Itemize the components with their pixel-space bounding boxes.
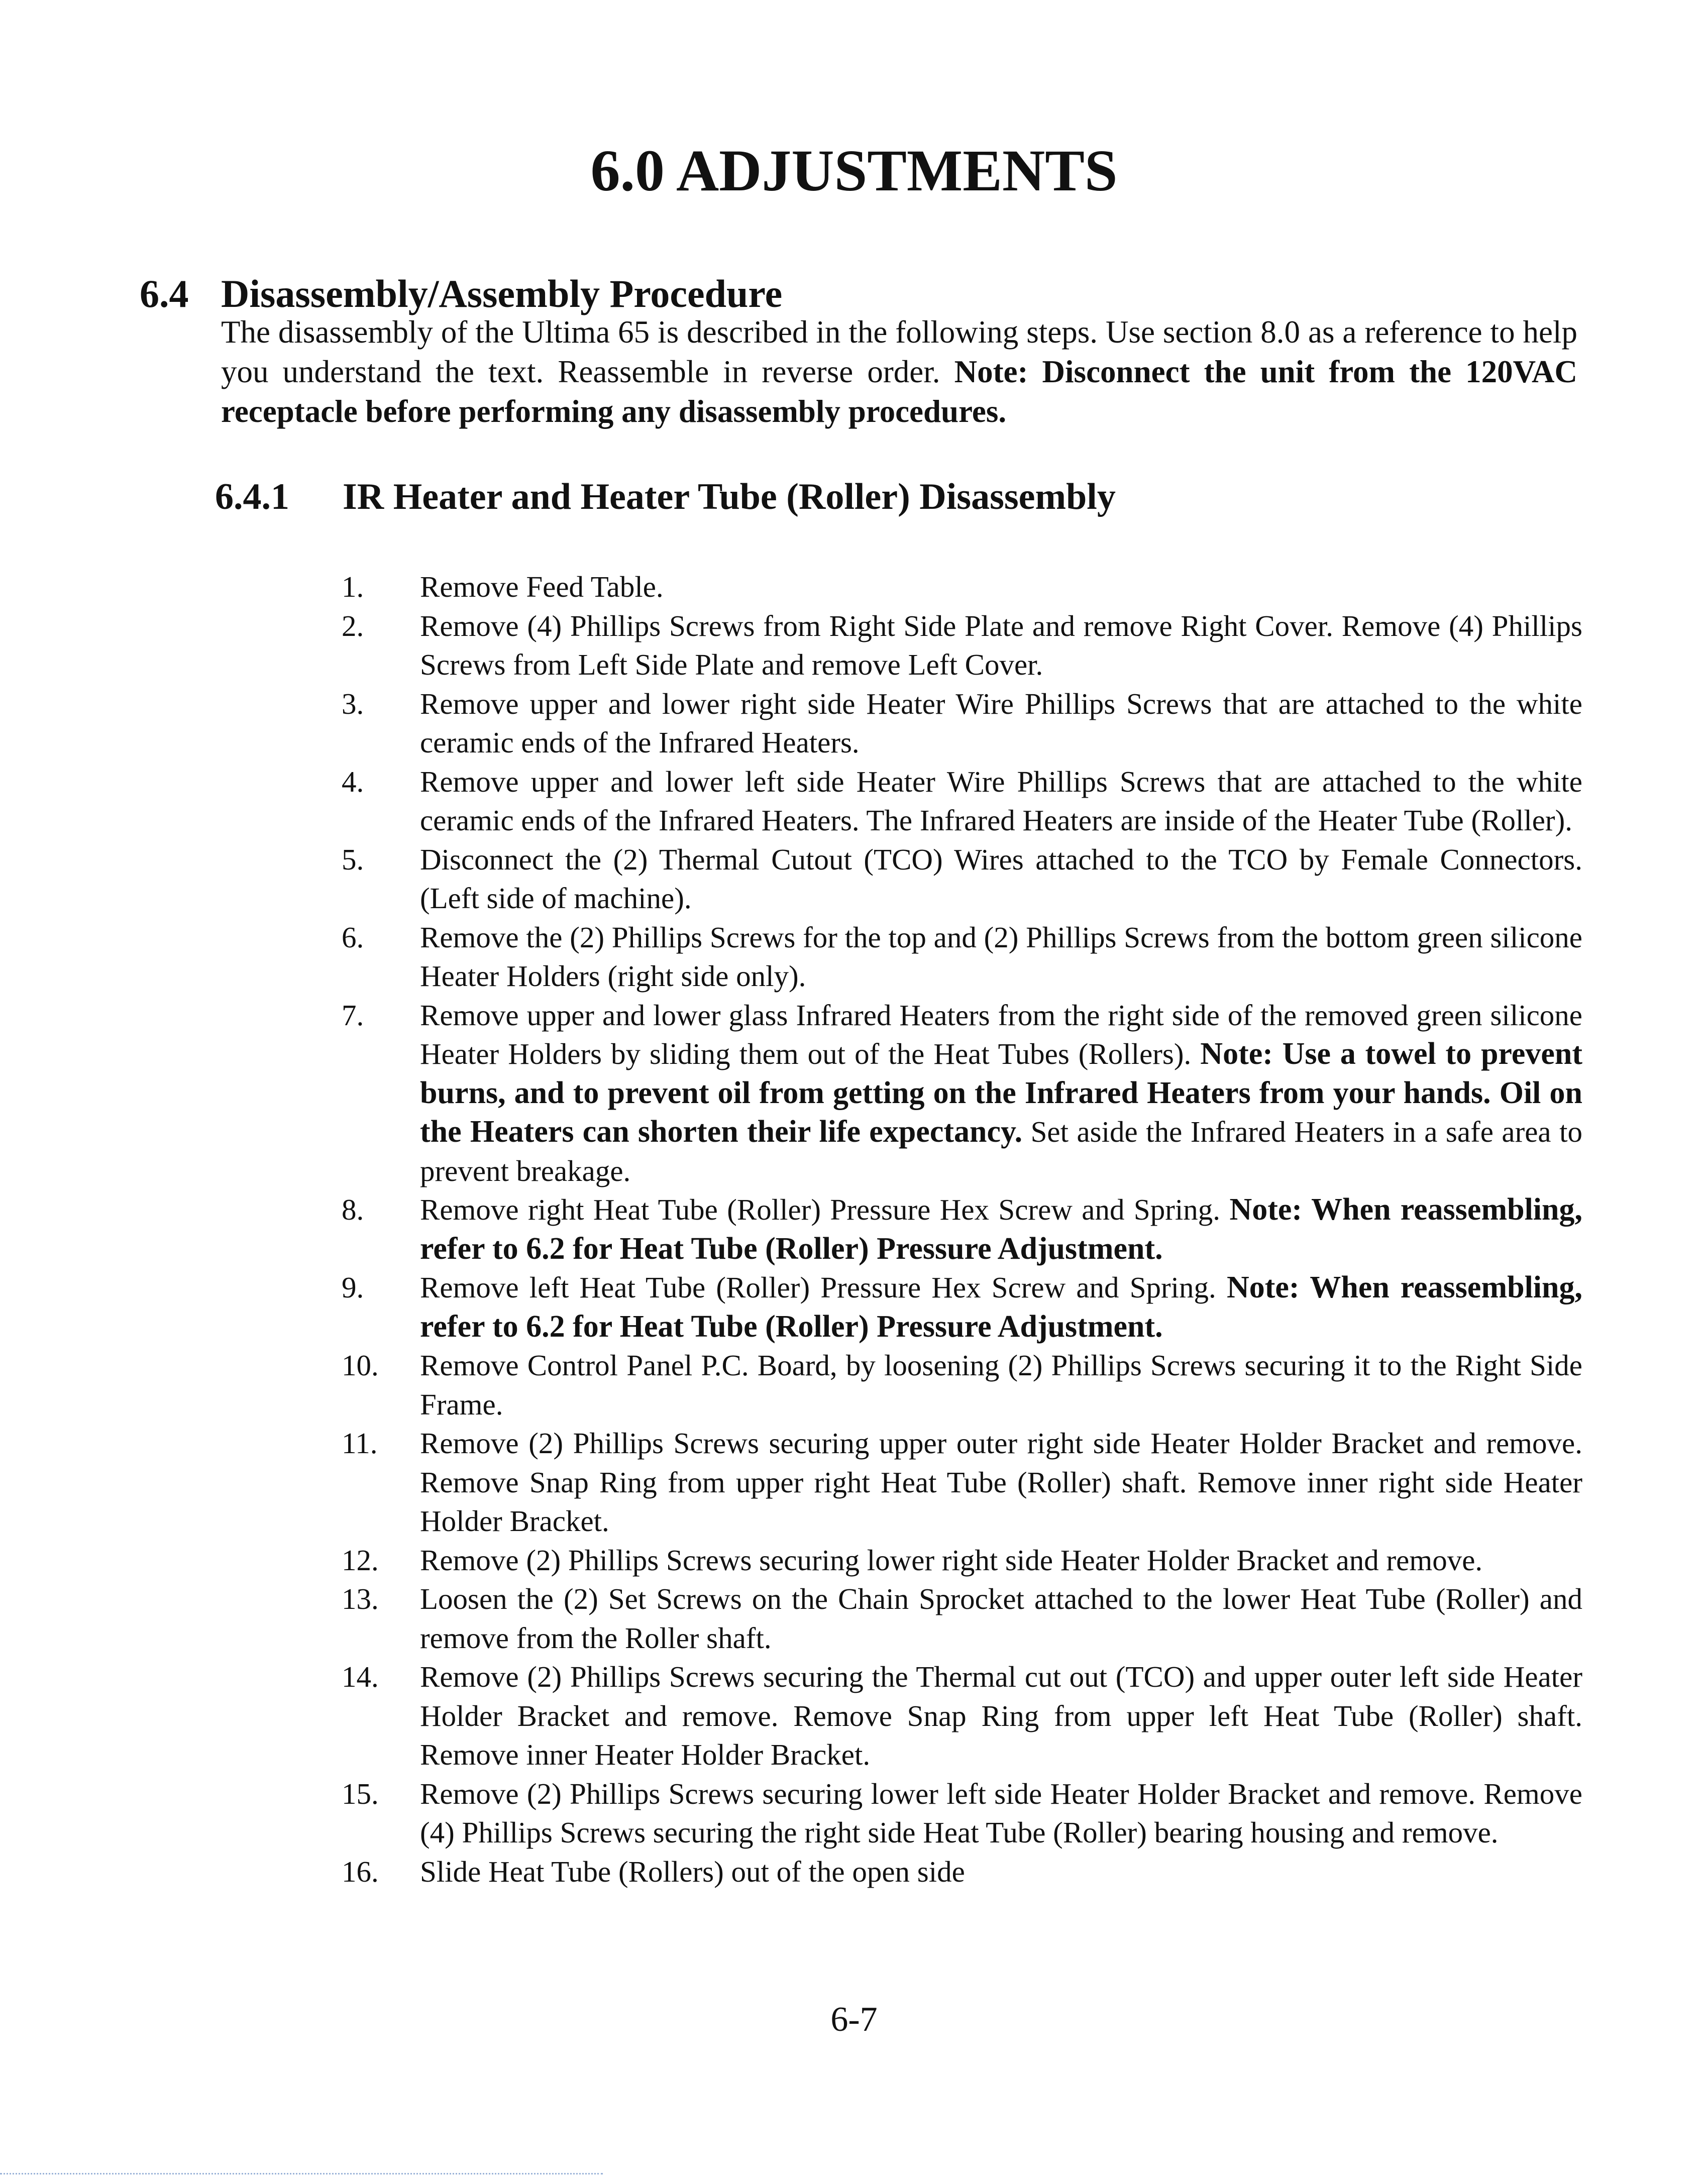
step-text xyxy=(420,607,1582,685)
step-number: 10. xyxy=(342,1349,379,1382)
step-note: Note: Use a towel to prevent burns, and to prevent oil from getting on the Infrared Heaters from your hands. Oil on the Heaters can shorten their life expectancy. xyxy=(420,1037,1582,1149)
step-text xyxy=(420,996,1582,1191)
list-item xyxy=(342,1346,1582,1424)
step-text xyxy=(420,840,1582,918)
step-instruction: Slide Heat Tube (Rollers) out of the open side xyxy=(420,1855,965,1888)
section-title: Disassembly/Assembly Procedure xyxy=(221,272,783,315)
step-instruction: Disconnect the (2) Thermal Cutout (TCO) Wires attached to the TCO by Female Connectors. (Left side of machine). xyxy=(420,842,1582,915)
step-text xyxy=(420,1268,1582,1346)
step-text xyxy=(420,1580,1582,1658)
step-instruction: Remove Feed Table. xyxy=(420,570,664,603)
intro-note: Note: Disconnect the unit from the 120VAC receptacle before performing any disassembly procedures. xyxy=(221,354,1577,429)
subsection-number: 6.4.1 xyxy=(215,476,289,517)
list-item xyxy=(342,685,1582,762)
step-number: 5. xyxy=(342,842,364,876)
list-item xyxy=(342,918,1582,996)
page-number: 6-7 xyxy=(830,2000,878,2039)
step-text xyxy=(420,1190,1582,1268)
section-number: 6.4 xyxy=(140,272,189,315)
step-text xyxy=(420,1658,1582,1775)
step-instruction: Remove (2) Phillips Screws securing the Thermal cut out (TCO) and upper outer left side Heater Holder Bracket and remove. Remove Snap Ring from upper left Heat Tube (Roller) shaft. Remove inner Heater Holder Bracket. xyxy=(420,1660,1582,1771)
step-number: 8. xyxy=(342,1193,364,1226)
step-number: 6. xyxy=(342,920,364,954)
list-item xyxy=(342,996,1582,1191)
step-number: 7. xyxy=(342,998,364,1032)
step-instruction: Remove left Heat Tube (Roller) Pressure Hex Screw and Spring. xyxy=(420,1271,1216,1304)
intro-text: The disassembly of the Ultima 65 is described in the following steps. Use section 8.0 as a reference to help you understand the text. Reassemble in reverse order. xyxy=(221,314,1577,389)
step-text xyxy=(420,762,1582,840)
footer-divider xyxy=(0,2173,603,2176)
step-number: 4. xyxy=(342,765,364,798)
step-instruction: Remove upper and lower right side Heater Wire Phillips Screws that are attached to the white ceramic ends of the Infrared Heaters. xyxy=(420,687,1582,759)
step-instruction: Remove (2) Phillips Screws securing lower right side Heater Holder Bracket and remove. xyxy=(420,1543,1483,1577)
list-item xyxy=(342,607,1582,685)
step-followup: Set aside the Infrared Heaters in a safe area to prevent breakage. xyxy=(420,1115,1582,1187)
step-number: 13. xyxy=(342,1582,379,1615)
step-instruction: Remove the (2) Phillips Screws for the top and (2) Phillips Screws from the bottom green silicone Heater Holders (right side only). xyxy=(420,920,1582,993)
step-number: 1. xyxy=(342,570,364,603)
procedure-steps xyxy=(342,568,1582,1891)
list-item xyxy=(342,1775,1582,1852)
list-item xyxy=(342,762,1582,840)
list-item xyxy=(342,1541,1582,1580)
step-number: 11. xyxy=(342,1427,378,1460)
section-intro xyxy=(221,312,1577,431)
page-title: 6.0 ADJUSTMENTS xyxy=(590,138,1118,203)
subsection-title: IR Heater and Heater Tube (Roller) Disassembly xyxy=(343,476,1116,517)
step-instruction: Remove (2) Phillips Screws securing lower left side Heater Holder Bracket and remove. Remove (4) Phillips Screws securing the right side Heat Tube (Roller) bearing housing and remove. xyxy=(420,1777,1582,1849)
step-instruction: Loosen the (2) Set Screws on the Chain Sprocket attached to the lower Heat Tube (Roller) and remove from the Roller shaft. xyxy=(420,1582,1582,1655)
step-text xyxy=(420,918,1582,996)
step-instruction: Remove right Heat Tube (Roller) Pressure Hex Screw and Spring. xyxy=(420,1193,1221,1226)
step-text xyxy=(420,1852,1582,1892)
list-item xyxy=(342,1658,1582,1775)
step-number: 9. xyxy=(342,1271,364,1304)
step-text xyxy=(420,685,1582,762)
step-number: 15. xyxy=(342,1777,379,1810)
list-item xyxy=(342,1852,1582,1892)
step-instruction: Remove (2) Phillips Screws securing upper outer right side Heater Holder Bracket and remove. Remove Snap Ring from upper right Heat Tube (Roller) shaft. Remove inner right side Heater Holder Bracket. xyxy=(420,1427,1582,1538)
list-item xyxy=(342,568,1582,607)
list-item xyxy=(342,1268,1582,1346)
step-note: Note: When reassembling, refer to 6.2 for Heat Tube (Roller) Pressure Adjustment. xyxy=(420,1270,1582,1344)
list-item xyxy=(342,1190,1582,1268)
step-number: 3. xyxy=(342,687,364,720)
step-text xyxy=(420,1346,1582,1424)
step-instruction: Remove Control Panel P.C. Board, by loosening (2) Phillips Screws securing it to the Right Side Frame. xyxy=(420,1349,1582,1421)
step-number: 2. xyxy=(342,609,364,642)
list-item xyxy=(342,1580,1582,1658)
step-instruction: Remove upper and lower glass Infrared Heaters from the right side of the removed green silicone Heater Holders by sliding them out of the Heat Tubes (Rollers). xyxy=(420,998,1582,1070)
step-text xyxy=(420,1424,1582,1541)
step-number: 12. xyxy=(342,1543,379,1577)
step-number: 16. xyxy=(342,1855,379,1888)
step-instruction: Remove upper and lower left side Heater Wire Phillips Screws that are attached to the white ceramic ends of the Infrared Heaters. The Infrared Heaters are inside of the Heater Tube (Roller). xyxy=(420,765,1582,837)
step-text xyxy=(420,1541,1582,1580)
list-item xyxy=(342,840,1582,918)
step-instruction: Remove (4) Phillips Screws from Right Side Plate and remove Right Cover. Remove (4) Phillips Screws from Left Side Plate and remove Left Cover. xyxy=(420,609,1582,681)
list-item xyxy=(342,1424,1582,1541)
step-note: Note: When reassembling, refer to 6.2 for Heat Tube (Roller) Pressure Adjustment. xyxy=(420,1192,1582,1266)
step-number: 14. xyxy=(342,1660,379,1693)
step-text xyxy=(420,1775,1582,1852)
step-text xyxy=(420,568,1582,607)
